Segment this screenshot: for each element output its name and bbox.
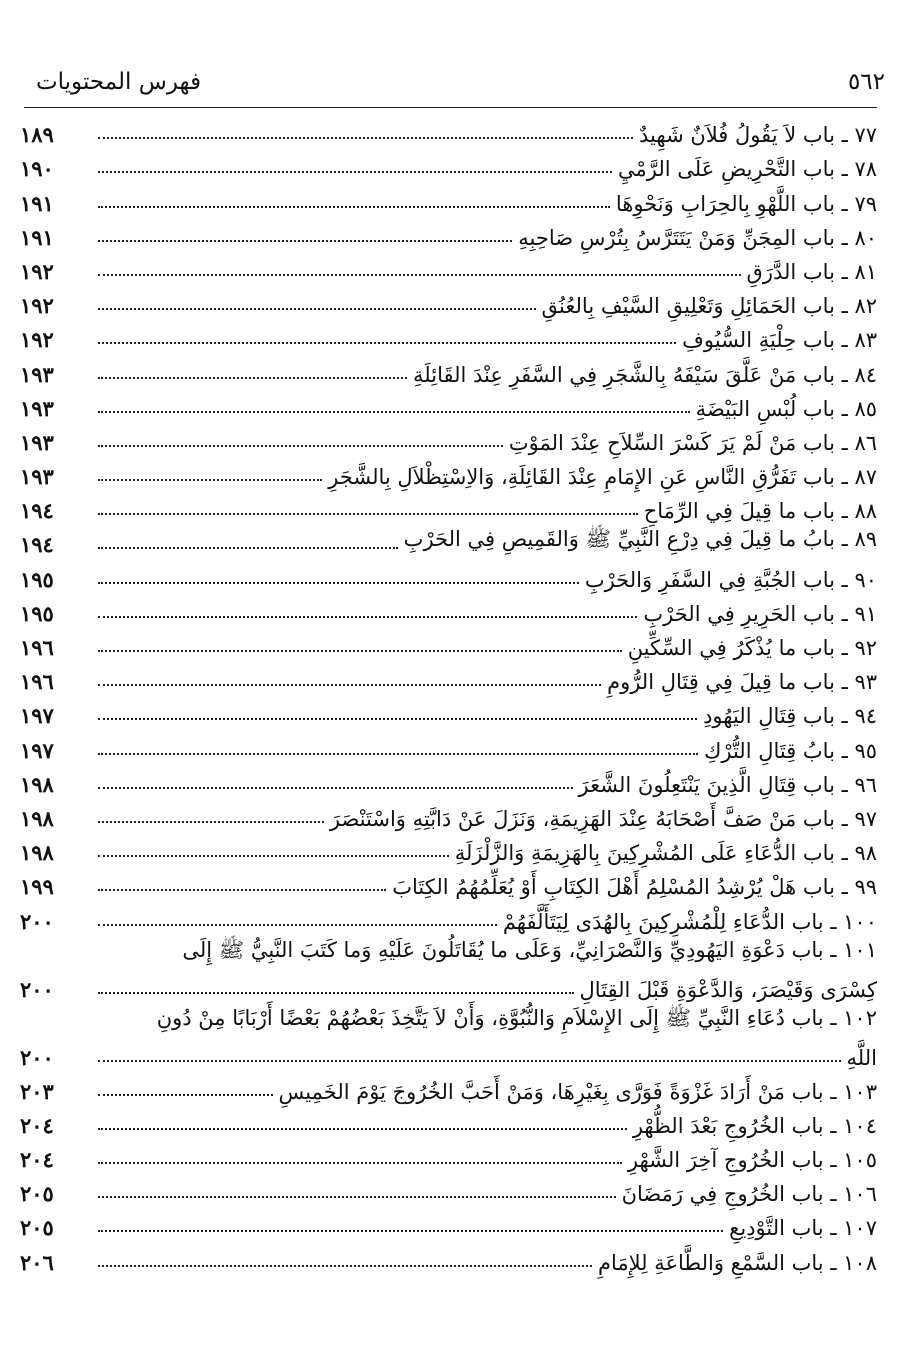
entry-title: ١٠٣ ـ باب مَنْ أَرَادَ غَزْوَةً فَوَرَّى بِغَيْرِهَا، وَمَنْ أَحَبَّ الخُرُوجَ يَوْمَ الخَمِيسِ xyxy=(278,1079,877,1104)
entry-title: ٧٨ ـ باب التَّحْرِيضِ عَلَى الرَّمْيِ xyxy=(618,157,877,182)
toc-entry xyxy=(20,831,877,865)
toc-entry xyxy=(20,250,877,284)
leader-dots xyxy=(98,1162,622,1164)
entry-page-number: ٢٠٠ xyxy=(20,1044,54,1070)
toc-entry xyxy=(20,899,877,933)
entry-page-number: ١٩٢ xyxy=(20,258,54,284)
leader-dots xyxy=(98,1196,616,1198)
toc-entry xyxy=(20,284,877,318)
toc-entry xyxy=(20,352,877,386)
entry-page-number: ٢٠٥ xyxy=(20,1181,54,1207)
toc-entry xyxy=(20,626,877,660)
table-of-contents xyxy=(20,113,877,1275)
toc-entry xyxy=(20,1070,877,1104)
entry-title: ٩٩ ـ باب هَلْ يُرْشِدُ المُسْلِمُ أَهْلَ الكِتَابِ أَوْ يُعَلِّمُهُمُ الكِتَابَ xyxy=(392,875,877,900)
leader-dots xyxy=(98,479,322,481)
entry-page-number: ١٩٣ xyxy=(20,361,54,387)
leader-dots xyxy=(98,718,697,720)
entry-title: ٩٣ ـ باب ما قِيلَ فِي قِتَالِ الرُّومِ xyxy=(607,670,877,695)
toc-entry xyxy=(20,455,877,489)
entry-page-number: ١٩١ xyxy=(20,190,54,216)
entry-title: ٧٩ ـ باب اللَّهْوِ بِالحِرَابِ وَنَحْوِهَا xyxy=(615,191,877,216)
leader-dots xyxy=(98,924,497,926)
entry-title: ٨٩ ـ بابُ ما قِيلَ فِي دِرْعِ النَّبِيِّ ﷺ وَالقَمِيصِ فِي الحَرْبِ xyxy=(403,527,877,552)
leader-dots xyxy=(98,171,612,173)
page-header xyxy=(36,60,885,104)
entry-page-number: ١٩٣ xyxy=(20,464,54,490)
entry-page-number: ١٩٤ xyxy=(20,498,54,524)
leader-dots xyxy=(98,308,536,310)
entry-page-number: ١٩٠ xyxy=(20,156,54,182)
entry-title: ٩٨ ـ باب الدُّعَاءِ عَلَى المُشْرِكِينَ بِالهَزِيمَةِ وَالزَّلْزَلَةِ xyxy=(454,841,877,866)
entry-page-number: ١٩٨ xyxy=(20,771,54,797)
entry-title: ١٠٦ ـ باب الخُرُوجِ فِي رَمَضَانَ xyxy=(621,1182,877,1207)
leader-dots xyxy=(98,206,610,208)
toc-entry xyxy=(20,216,877,250)
toc-entry xyxy=(20,1138,877,1172)
toc-entry xyxy=(20,113,877,147)
toc-entry xyxy=(20,1206,877,1240)
entry-title: ٧٧ ـ باب لاَ يَقُولُ فُلاَنٌ شَهِيدٌ xyxy=(639,123,877,148)
leader-dots xyxy=(98,889,386,891)
toc-entry xyxy=(20,763,877,797)
entry-title: ٨٨ ـ باب ما قِيلَ فِي الرِّمَاحِ xyxy=(643,499,877,524)
entry-page-number: ١٩٢ xyxy=(20,293,54,319)
leader-dots xyxy=(98,1060,841,1062)
toc-entry xyxy=(20,1172,877,1206)
toc-entry xyxy=(20,318,877,352)
entry-title: ٨٦ ـ باب مَنْ لَمْ يَرَ كَسْرَ السِّلاَحِ عِنْدَ المَوْتِ xyxy=(508,430,877,455)
entry-title: ٩١ ـ باب الحَرِيرِ فِي الحَرْبِ xyxy=(643,601,877,626)
leader-dots xyxy=(98,1265,592,1267)
entry-title: ٨٣ ـ باب حِلْيَةِ السُّيُوفِ xyxy=(682,328,877,353)
toc-entry xyxy=(20,1104,877,1138)
entry-page-number: ٢٠٣ xyxy=(20,1078,54,1104)
toc-entry xyxy=(20,660,877,694)
leader-dots xyxy=(98,582,579,584)
entry-page-number: ٢٠٠ xyxy=(20,908,54,934)
entry-page-number: ١٩٨ xyxy=(20,805,54,831)
entry-title: ١٠٤ ـ باب الخُرُوجِ بَعْدَ الظُّهْرِ xyxy=(632,1113,877,1138)
entry-page-number: ١٩٧ xyxy=(20,703,54,729)
entry-title: ٨٠ ـ باب المِجَنِّ وَمَنْ يَتَتَرَّسُ بِتُرْسِ صَاحِبِهِ xyxy=(518,225,877,250)
leader-dots xyxy=(98,137,633,139)
toc-entry xyxy=(20,557,877,591)
leader-dots xyxy=(98,547,398,549)
entry-page-number: ١٩٨ xyxy=(20,840,54,866)
leader-dots xyxy=(98,240,512,242)
leader-dots xyxy=(98,855,449,857)
toc-entry xyxy=(20,489,877,523)
entry-title: ٩٢ ـ باب ما يُذْكَرُ فِي السِّكِّينِ xyxy=(627,636,877,660)
toc-entry xyxy=(20,592,877,626)
leader-dots xyxy=(98,377,407,379)
leader-dots xyxy=(98,1094,273,1096)
entry-page-number: ١٩٣ xyxy=(20,395,54,421)
entry-page-number: ١٩٩ xyxy=(20,874,54,900)
toc-entry xyxy=(20,797,877,831)
entry-title: ٩٦ ـ باب قِتَالِ الَّذِينَ يَنْتَعِلُونَ الشَّعَرَ xyxy=(578,772,877,797)
entry-page-number: ٢٠٥ xyxy=(20,1215,54,1241)
entry-page-number: ٢٠٦ xyxy=(20,1249,54,1275)
entry-page-number: ١٩٥ xyxy=(20,566,54,592)
entry-page-number: ٢٠٠ xyxy=(20,976,54,1002)
entry-page-number: ١٩٧ xyxy=(20,737,54,763)
toc-entry xyxy=(20,147,877,181)
entry-title: ٨٤ ـ باب مَنْ عَلَّقَ سَيْفَهُ بِالشَّجَرِ فِي السَّفَرِ عِنْدَ القَائِلَةِ xyxy=(413,362,877,387)
leader-dots xyxy=(98,650,622,652)
entry-title: ١٠٨ ـ باب السَّمْعِ وَالطَّاعَةِ لِلإِمَامِ xyxy=(597,1250,877,1275)
toc-entry xyxy=(20,1240,877,1274)
header-rule xyxy=(24,107,877,108)
leader-dots xyxy=(98,787,573,789)
entry-title: ٨٢ ـ باب الحَمَائِلِ وَتَعْلِيقِ السَّيْفِ بِالعُنُقِ xyxy=(541,294,877,319)
section-title: فهرس المحتويات xyxy=(36,69,202,95)
toc-entry xyxy=(20,387,877,421)
entry-page-number: ١٩١ xyxy=(20,224,54,250)
toc-entry xyxy=(20,728,877,762)
entry-title: ١٠١ ـ باب دَعْوَةِ اليَهُودِيِّ وَالنَّصْرَانِيِّ، وَعَلَى ما يُقَاتَلُونَ عَلَيْهِ وَما كَتَبَ النَّبِيُّ ﷺ إِلَى xyxy=(182,937,877,962)
toc-entry xyxy=(20,1002,877,1070)
entry-title-continued: كِسْرَى وَقَيْصَرَ، وَالدَّعْوَةِ قَبْلَ القِتَالِ xyxy=(579,977,877,1002)
entry-title: ٨٥ ـ باب لُبْسِ البَيْضَةِ xyxy=(695,396,877,421)
entry-page-number: ١٩٥ xyxy=(20,600,54,626)
leader-dots xyxy=(98,821,324,823)
entry-page-number: ١٩٤ xyxy=(20,532,54,558)
leader-dots xyxy=(98,992,574,994)
toc-entry xyxy=(20,523,877,557)
entry-page-number: ١٨٩ xyxy=(20,122,54,148)
entry-title: ١٠٠ ـ باب الدُّعَاءِ لِلْمُشْرِكِينَ بِالهُدَى لِيَتَأَلَّفَهُمْ xyxy=(502,909,877,934)
entry-title: ٨١ ـ باب الدَّرَقِ xyxy=(746,259,877,284)
entry-title: ٩٥ ـ بابُ قِتَالِ التُّرْكِ xyxy=(704,738,877,763)
leader-dots xyxy=(98,274,741,276)
entry-title: ١٠٥ ـ باب الخُرُوجِ آخِرَ الشَّهْرِ xyxy=(627,1148,877,1173)
entry-page-number: ١٩٦ xyxy=(20,635,54,660)
leader-dots xyxy=(98,1230,723,1232)
leader-dots xyxy=(98,342,676,344)
toc-entry xyxy=(20,421,877,455)
entry-page-number: ٢٠٤ xyxy=(20,1147,54,1173)
entry-title: ٩٤ ـ باب قِتَالِ اليَهُودِ xyxy=(703,704,877,729)
leader-dots xyxy=(98,616,637,618)
page-number: ٥٦٢ xyxy=(847,69,885,95)
entry-title: ٨٧ ـ باب تَفَرُّقِ النَّاسِ عَنِ الإِمَامِ عِنْدَ القَائِلَةِ، وَالاِسْتِظْلاَلِ بِالشَّجَرِ xyxy=(328,465,877,490)
leader-dots xyxy=(98,753,698,755)
entry-page-number: ١٩٦ xyxy=(20,669,54,695)
leader-dots xyxy=(98,684,601,686)
entry-page-number: ١٩٣ xyxy=(20,429,54,455)
leader-dots xyxy=(98,513,638,515)
leader-dots xyxy=(98,1128,627,1130)
leader-dots xyxy=(98,411,690,413)
entry-title-continued: اللَّهِ xyxy=(846,1045,877,1070)
entry-title: ١٠٢ ـ باب دُعَاءِ النَّبِيِّ ﷺ إِلَى الإِسْلاَمِ وَالنُّبُوَّةِ، وَأَنْ لاَ يَتَّخِذَ بَعْضُهُمْ بَعْضًا أَرْبَابًا مِنْ دُونِ xyxy=(156,1005,877,1030)
toc-entry xyxy=(20,694,877,728)
entry-page-number: ٢٠٤ xyxy=(20,1112,54,1138)
entry-title: ٩٠ ـ باب الجُبَّةِ فِي السَّفَرِ وَالحَرْبِ xyxy=(584,567,877,592)
toc-entry xyxy=(20,181,877,215)
toc-entry xyxy=(20,934,877,1002)
leader-dots xyxy=(98,445,503,447)
entry-title: ٩٧ ـ باب مَنْ صَفَّ أَصْحَابَهُ عِنْدَ الهَزِيمَةِ، وَنَزَلَ عَنْ دَابَّتِهِ وَاسْتَنْصَرَ xyxy=(329,806,877,831)
toc-entry xyxy=(20,865,877,899)
entry-title: ١٠٧ ـ باب التَّوْدِيعِ xyxy=(729,1216,877,1241)
entry-page-number: ١٩٢ xyxy=(20,327,54,353)
